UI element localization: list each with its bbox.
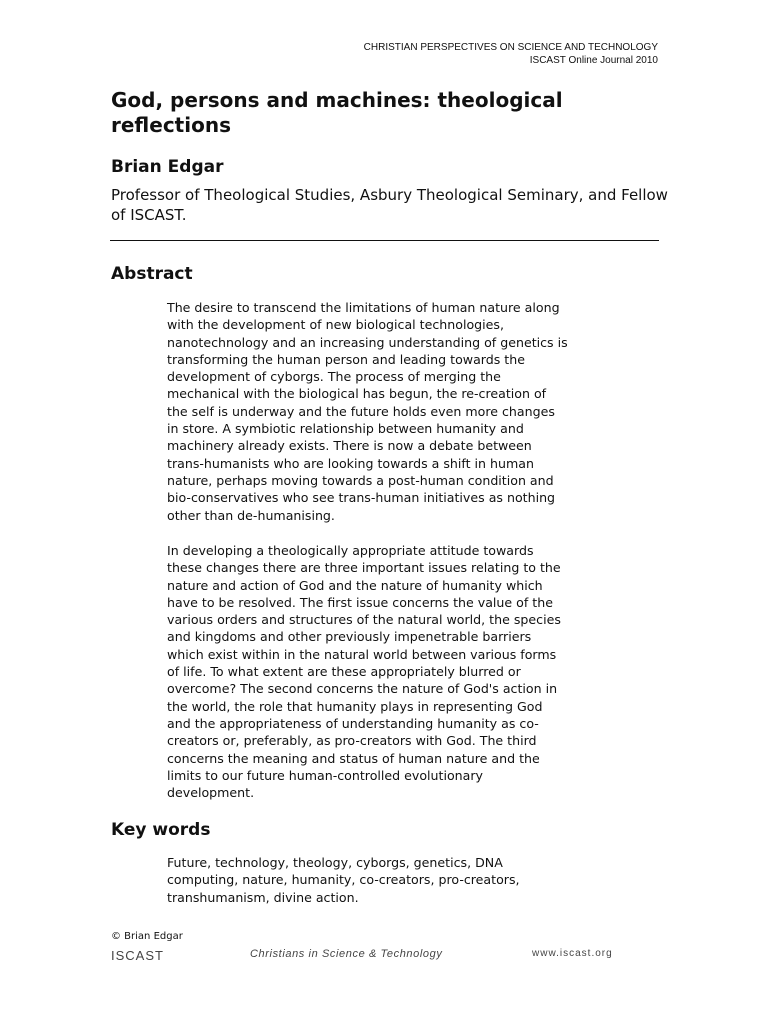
text-line: these changes there are three important issues relating to the	[167, 560, 561, 576]
text-line: nature, perhaps moving towards a post-human condition and	[167, 472, 554, 488]
text-line: concerns the meaning and status of human nature and the	[167, 750, 540, 766]
footer-website-link[interactable]: www.iscast.org	[532, 948, 613, 959]
copyright-notice: © Brian Edgar	[111, 931, 183, 942]
text-line: Future, technology, theology, cyborgs, genetics, DNA	[167, 855, 503, 870]
text-line: creators or, preferably, as pro-creators with God. The third	[167, 733, 537, 749]
text-line: computing, nature, humanity, co-creators, pro-creators,	[167, 872, 520, 888]
text-line: and the appropriateness of understanding humanity as co-	[167, 715, 539, 731]
text-line: machinery already exists. There is now a debate between	[167, 438, 532, 454]
text-line: transhumanism, divine action.	[167, 889, 359, 905]
text-line: overcome? The second concerns the nature of God's action in	[167, 681, 558, 697]
footer-tagline: Christians in Science & Technology	[250, 948, 443, 960]
journal-series-title: CHRISTIAN PERSPECTIVES ON SCIENCE AND TECHNOLOGY	[363, 42, 658, 53]
text-line: the self is underway and the future holds even more changes	[167, 403, 555, 419]
text-line: development.	[167, 785, 255, 801]
text-line: trans-humanists who are looking towards a shift in human	[167, 455, 534, 471]
text-line: In developing a theologically appropriate attitude towards	[167, 543, 534, 558]
text-line: of life. To what extent are these appropriately blurred or	[167, 664, 521, 680]
author-affiliation: Professor of Theological Studies, Asbury Theological Seminary, and Fellow of ISCAST.	[111, 186, 668, 224]
text-line: The desire to transcend the limitations of human nature along	[167, 300, 560, 315]
text-line: transforming the human person and leading towards the	[167, 351, 525, 367]
text-line: which exist within in the natural world between various forms	[167, 646, 557, 662]
text-line: nanotechnology and an increasing understanding of genetics is	[167, 334, 568, 350]
text-line: the world, the role that humanity plays in representing God	[167, 698, 543, 714]
text-line: in store. A symbiotic relationship between humanity and	[167, 421, 524, 437]
text-line: with the development of new biological technologies,	[167, 317, 504, 333]
text-line: limits to our future human-controlled evolutionary	[167, 767, 483, 783]
text-line: other than de-humanising.	[167, 507, 335, 523]
keywords-heading: Key words	[111, 820, 211, 840]
abstract-paragraph-2	[167, 542, 607, 801]
text-line: nature and action of God and the nature of humanity which	[167, 577, 543, 593]
author-name: Brian Edgar	[111, 157, 224, 177]
keywords-list	[167, 854, 607, 906]
footer-organization: ISCAST	[111, 948, 164, 963]
text-line: bio-conservatives who see trans-human initiatives as nothing	[167, 490, 556, 506]
running-header	[364, 41, 658, 67]
header-divider	[110, 240, 659, 241]
abstract-paragraph-1	[167, 299, 607, 524]
text-line: various orders and structures of the natural world, the species	[167, 612, 561, 628]
text-line: have to be resolved. The first issue concerns the value of the	[167, 594, 553, 610]
text-line: mechanical with the biological has begun, the re-creation of	[167, 386, 547, 402]
abstract-heading: Abstract	[111, 264, 193, 284]
text-line: development of cyborgs. The process of merging the	[167, 369, 501, 385]
text-line: and kingdoms and other previously impenetrable barriers	[167, 629, 532, 645]
journal-issue: ISCAST Online Journal 2010	[529, 55, 658, 66]
article-title: God, persons and machines: theological reflections	[111, 88, 563, 137]
